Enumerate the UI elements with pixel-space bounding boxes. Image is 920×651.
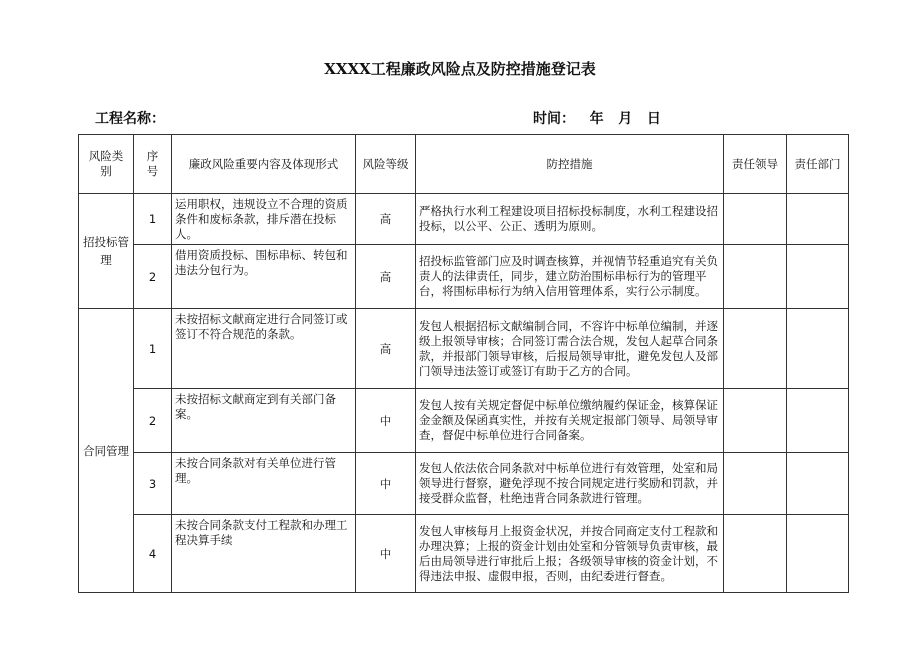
responsible-dept (787, 245, 849, 309)
table-row (79, 194, 849, 245)
row-number: 2 (134, 389, 172, 453)
row-number: 3 (134, 453, 172, 515)
table-row (79, 389, 849, 453)
risk-content: 运用职权，违规设立不合理的资质条件和废标条款，排斥潜在投标人。 (172, 194, 356, 245)
risk-level: 高 (356, 309, 416, 389)
risk-content: 借用资质投标、围标串标、转包和违法分包行为。 (172, 245, 356, 309)
responsible-leader (724, 389, 787, 453)
category-cell: 合同管理 (79, 309, 134, 593)
date-label: 时间： 年 月 日 (533, 111, 661, 127)
risk-content: 未按合同条款对有关单位进行管理。 (172, 453, 356, 515)
row-number: 1 (134, 309, 172, 389)
control-measures: 发包人根据招标文献编制合同，不容许中标单位编制，并逐级上报领导审核；合同签订需合法合规，发包人起草合同条款，并报部门领导审核，后报局领导审批，避免发包人及部门领导违法签订或签订有助于乙方的合同。 (416, 309, 724, 389)
header-content: 廉政风险重要内容及体现形式 (172, 135, 356, 194)
row-number: 2 (134, 245, 172, 309)
responsible-leader (724, 515, 787, 593)
risk-content: 未按合同条款支付工程款和办理工程决算手续 (172, 515, 356, 593)
risk-register-table (78, 134, 849, 593)
control-measures: 招投标监管部门应及时调查核算，并视情节轻重追究有关负责人的法律责任，同步，建立防治围标串标行为的管理平台，将围标串标行为纳入信用管理体系，实行公示制度。 (416, 245, 724, 309)
risk-level: 高 (356, 245, 416, 309)
header-leader: 责任领导 (724, 135, 787, 194)
responsible-leader (724, 194, 787, 245)
project-name-label: 工程名称： (95, 111, 165, 127)
table-row (79, 453, 849, 515)
table-row (79, 245, 849, 309)
responsible-dept (787, 194, 849, 245)
risk-level: 中 (356, 389, 416, 453)
document-title: XXXX工程廉政风险点及防控措施登记表 (324, 60, 596, 78)
header-measures: 防控措施 (416, 135, 724, 194)
responsible-dept (787, 515, 849, 593)
control-measures: 严格执行水利工程建设项目招标投标制度，水利工程建设招投标，以公平、公正、透明为原则。 (416, 194, 724, 245)
table-row (79, 515, 849, 593)
row-number: 1 (134, 194, 172, 245)
header-dept: 责任部门 (787, 135, 849, 194)
header-no: 序号 (134, 135, 172, 194)
table-row (79, 309, 849, 389)
header-level: 风险等级 (356, 135, 416, 194)
row-number: 4 (134, 515, 172, 593)
risk-content: 未按招标文献商定进行合同签订或签订不符合规范的条款。 (172, 309, 356, 389)
risk-level: 高 (356, 194, 416, 245)
risk-level: 中 (356, 453, 416, 515)
responsible-leader (724, 453, 787, 515)
responsible-dept (787, 309, 849, 389)
responsible-dept (787, 389, 849, 453)
responsible-leader (724, 309, 787, 389)
category-cell: 招投标管理 (79, 194, 134, 309)
risk-content: 未按招标文献商定到有关部门备案。 (172, 389, 356, 453)
table-header-row (79, 135, 849, 194)
responsible-dept (787, 453, 849, 515)
control-measures: 发包人按有关规定督促中标单位缴纳履约保证金，核算保证金金额及保函真实性，并按有关规定报部门领导、局领导审查，督促中标单位进行合同备案。 (416, 389, 724, 453)
responsible-leader (724, 245, 787, 309)
control-measures: 发包人审核每月上报资金状况，并按合同商定支付工程款和办理决算；上报的资金计划由处室和分管领导负责审核，最后由局领导进行审批后上报；各级领导审核的资金计划，不得违法申报、虚假申报，否则，由纪委进行督查。 (416, 515, 724, 593)
header-category: 风险类别 (79, 135, 134, 194)
risk-level: 中 (356, 515, 416, 593)
control-measures: 发包人依法依合同条款对中标单位进行有效管理，处室和局领导进行督察，避免浮现不按合同规定进行奖励和罚款，并接受群众监督，杜绝违背合同条款进行管理。 (416, 453, 724, 515)
